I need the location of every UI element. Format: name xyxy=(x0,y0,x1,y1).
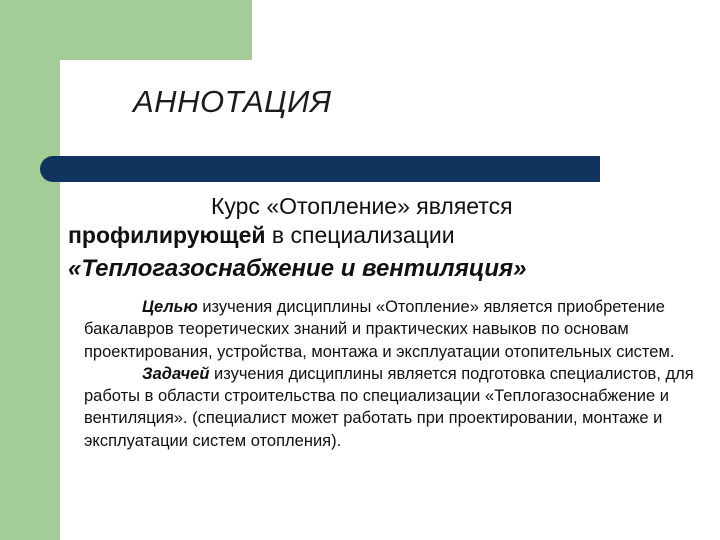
task-lead: Задачей xyxy=(142,364,210,383)
goal-lead: Целью xyxy=(142,298,198,316)
goal-paragraph xyxy=(84,296,704,363)
goal-text: изучения дисциплины «Отопление» является приобретение бакалавров теоретических знаний и практических навыков по основам проектирования, устройства, монтажа и эксплуатации отопительных систем. xyxy=(84,298,675,361)
body-text xyxy=(84,296,704,452)
intro-bold-word: профилирующей xyxy=(68,222,266,248)
specialization-name: «Теплогазоснабжение и вентиляция» xyxy=(68,255,527,282)
task-paragraph xyxy=(84,363,704,452)
intro-paragraph xyxy=(68,192,708,250)
task-text: изучения дисциплины является подготовка специалистов, для работы в области строительства по специализации «Теплогазоснабжение и вентиляция». (специалист может работать при проектировании, монтаже и эксплуатации систем отопления). xyxy=(84,364,694,450)
decorative-green-stripe xyxy=(0,0,60,540)
title-divider-bar xyxy=(40,156,600,182)
intro-text-1: Курс «Отопление» является xyxy=(211,193,513,219)
intro-text-2: в специализации xyxy=(265,222,455,248)
slide-title: АННОТАЦИЯ xyxy=(133,84,332,119)
